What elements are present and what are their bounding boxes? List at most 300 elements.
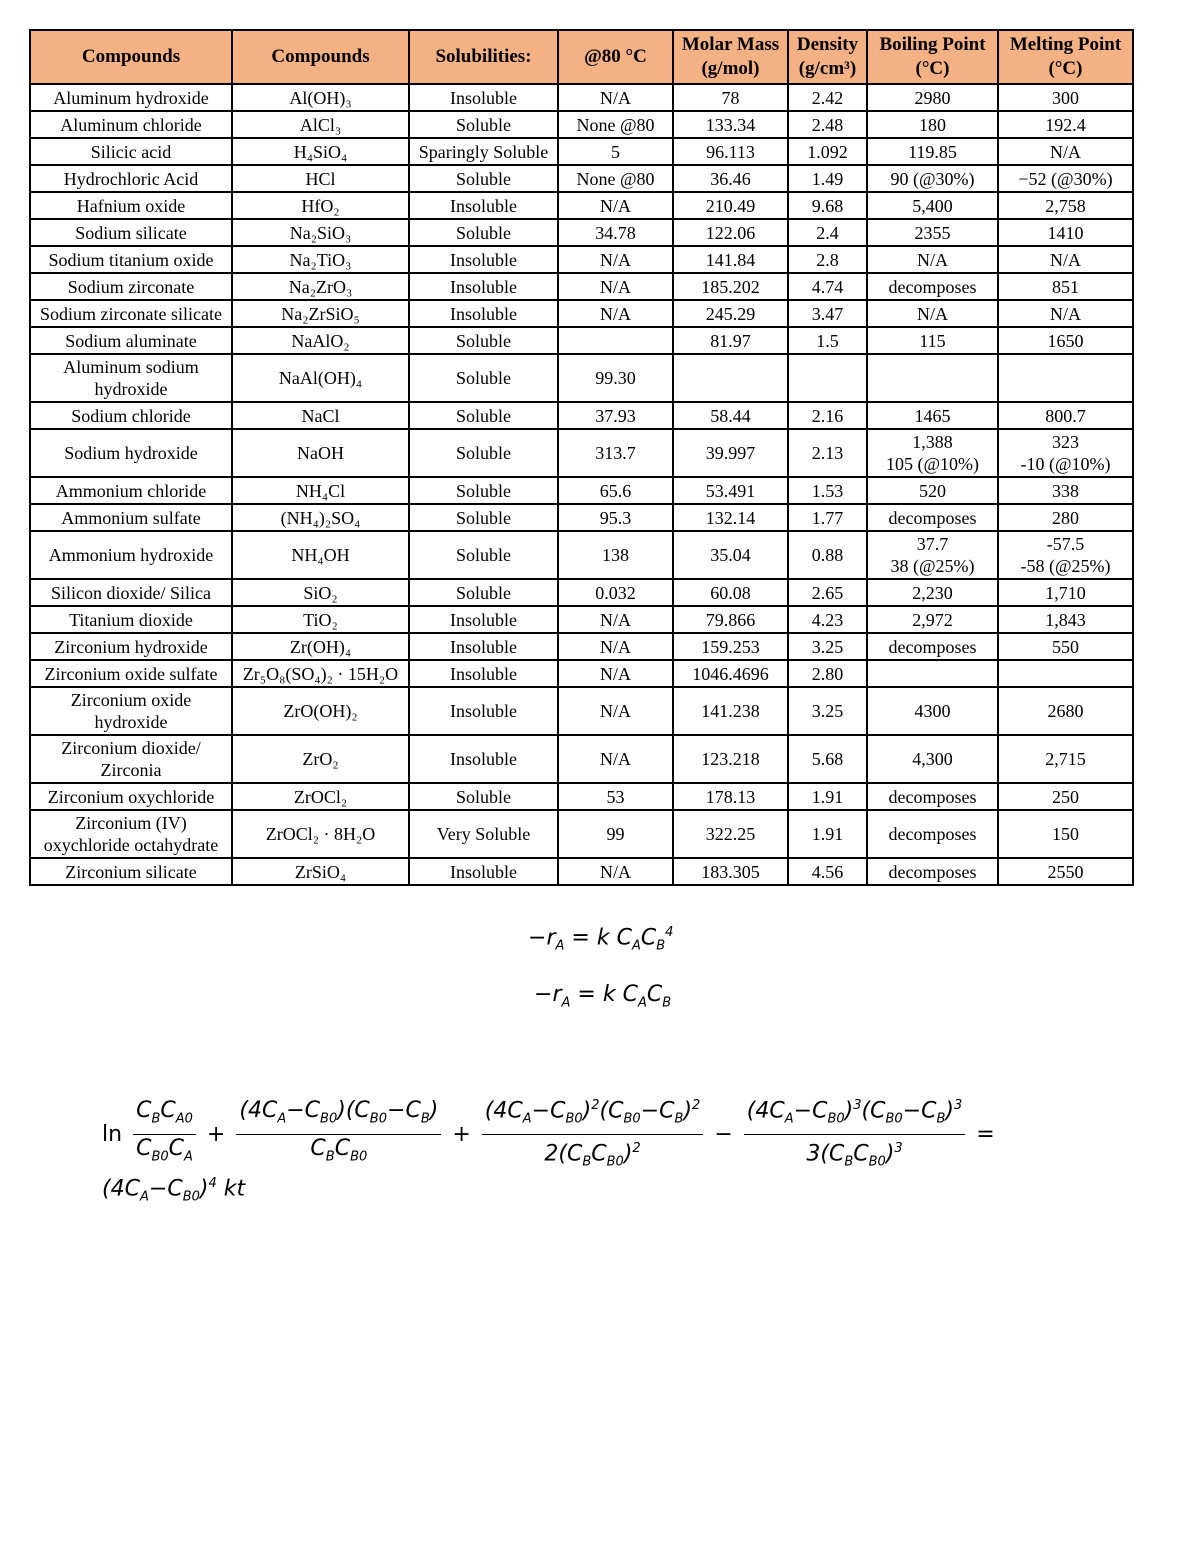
cell-text: 520 — [919, 480, 946, 501]
cell-text: 313.7 — [595, 443, 636, 463]
table-row — [30, 579, 1133, 606]
table-cell — [558, 165, 673, 192]
cell-text: 99 — [606, 824, 625, 844]
cell-text: Insoluble — [450, 663, 517, 684]
table-cell — [558, 327, 673, 354]
table-cell — [673, 633, 788, 660]
table-cell — [558, 531, 673, 579]
cell-text: 0.032 — [595, 582, 636, 603]
table-cell — [867, 165, 998, 192]
cell-text: H₄SiO₄ — [293, 141, 348, 162]
cell-text: 192.4 — [1045, 114, 1086, 135]
cell-text: -57.5 — [1046, 534, 1085, 554]
table-cell — [998, 429, 1133, 477]
table-cell — [673, 246, 788, 273]
cell-text: Sodium hydroxide — [64, 443, 198, 463]
cell-text: TiO₂ — [303, 609, 338, 630]
table-cell — [232, 192, 409, 219]
cell-text: Zr₅O₈(SO₄)₂ · 15H₂O — [242, 663, 399, 684]
table-cell — [409, 858, 558, 885]
cell-text: Soluble — [455, 443, 511, 463]
cell-text: hydroxide — [94, 712, 168, 732]
cell-text: Zirconium silicate — [65, 861, 197, 882]
table-cell — [232, 273, 409, 300]
cell-text: 0.88 — [811, 545, 844, 565]
table-cell — [788, 84, 867, 111]
cell-text: 322.25 — [705, 824, 756, 844]
table-cell — [232, 219, 409, 246]
cell-text: Zirconium hydroxide — [54, 636, 208, 657]
table-cell — [998, 246, 1133, 273]
cell-text: Insoluble — [450, 609, 517, 630]
cell-text: Zirconium oxide sulfate — [44, 663, 218, 684]
table-cell — [998, 300, 1133, 327]
table-cell — [409, 327, 558, 354]
table-cell — [232, 810, 409, 858]
table-cell — [998, 327, 1133, 354]
table-cell — [409, 354, 558, 402]
table-cell — [788, 165, 867, 192]
table-cell — [788, 402, 867, 429]
table-cell — [30, 735, 232, 783]
table-cell — [30, 246, 232, 273]
column-header — [788, 30, 867, 84]
column-header-text: Density — [796, 34, 859, 55]
table-cell — [673, 300, 788, 327]
cell-text: Soluble — [455, 786, 511, 807]
cell-text: Hafnium oxide — [76, 195, 186, 216]
cell-text: oxychloride octahydrate — [43, 835, 219, 855]
table-cell — [867, 531, 998, 579]
cell-text: Soluble — [455, 330, 511, 351]
table-cell — [558, 477, 673, 504]
table-cell — [30, 477, 232, 504]
table-cell — [788, 579, 867, 606]
cell-text: Silicic acid — [90, 141, 172, 162]
rate-law-equation-4th-order: $-r_A = k$ $C_AC_B^4$ — [528, 925, 674, 954]
cell-text: ZrSiO₄ — [294, 861, 347, 882]
table-cell — [409, 477, 558, 504]
rate-law-equation-1st-order: $-r_A = k$ $C_AC_B$ — [534, 982, 672, 1011]
table-cell — [30, 633, 232, 660]
column-header-text: (g/mol) — [701, 58, 760, 79]
cell-text: 1.91 — [811, 786, 844, 807]
table-cell — [232, 300, 409, 327]
table-row — [30, 354, 1133, 402]
table-cell — [867, 783, 998, 810]
table-cell — [867, 402, 998, 429]
table-row — [30, 531, 1133, 579]
table-cell — [998, 735, 1133, 783]
cell-text: 65.6 — [599, 480, 632, 501]
table-cell — [673, 579, 788, 606]
table-cell — [409, 219, 558, 246]
table-cell — [673, 660, 788, 687]
cell-text: Ammonium chloride — [55, 480, 207, 501]
column-header — [558, 30, 673, 84]
cell-text: Na₂ZrO₃ — [288, 276, 353, 297]
cell-text: -58 (@25%) — [1020, 556, 1111, 576]
cell-text: Hydrochloric Acid — [63, 168, 199, 189]
table-cell — [867, 606, 998, 633]
table-cell — [673, 138, 788, 165]
cell-text: N/A — [600, 276, 631, 297]
table-cell — [232, 858, 409, 885]
cell-text: Zirconium oxychloride — [47, 786, 215, 807]
table-cell — [232, 783, 409, 810]
table-cell — [673, 477, 788, 504]
table-row — [30, 504, 1133, 531]
table-cell — [867, 354, 998, 402]
compound-properties-table — [29, 29, 1134, 886]
table-cell — [673, 504, 788, 531]
cell-text: Soluble — [455, 168, 511, 189]
cell-text: Titanium dioxide — [69, 609, 193, 630]
cell-text: 159.253 — [701, 636, 760, 657]
cell-text: None @80 — [576, 114, 655, 135]
table-cell — [30, 810, 232, 858]
table-cell — [788, 735, 867, 783]
cell-text: N/A — [600, 636, 631, 657]
table-cell — [867, 300, 998, 327]
cell-text: 96.113 — [706, 141, 755, 162]
cell-text: 5.68 — [811, 749, 844, 769]
cell-text: N/A — [600, 87, 631, 108]
table-cell — [558, 192, 673, 219]
cell-text: N/A — [600, 861, 631, 882]
table-row — [30, 219, 1133, 246]
cell-text: N/A — [1050, 141, 1081, 162]
table-cell — [30, 783, 232, 810]
table-cell — [409, 246, 558, 273]
cell-text: N/A — [600, 701, 631, 721]
cell-text: Insoluble — [450, 701, 517, 721]
cell-text: 53.491 — [705, 480, 756, 501]
cell-text: AlCl₃ — [299, 114, 342, 135]
table-cell — [788, 606, 867, 633]
cell-text: 2355 — [914, 222, 951, 243]
table-cell — [232, 735, 409, 783]
cell-text: 58.44 — [710, 405, 751, 426]
integrated-rate-equation: ln $\frac{C_BC_{A0}}{C_{B0}C_A}$ + $\frac{(4C_A-C_{B0})(C_{B0}-C_B)}{C_BC_{B0}}$ + $\frac{(4C_A-C_{B0})^2(C_{B0}-C_B)^2}{2(C_BC_{B0})^2}$ − $\frac{(4C_A-C_{B0})^3(C_{B0}-C_B)^3}{3(C_BC_{B0})^3}$ = $(4C_A-C_{B0})^4$ kt — [100, 1092, 1140, 1172]
cell-text: 550 — [1052, 636, 1079, 657]
table-body — [30, 84, 1133, 885]
table-row — [30, 858, 1133, 885]
table-cell — [673, 402, 788, 429]
cell-text: Zirconium oxide — [70, 690, 192, 710]
cell-text: SiO₂ — [303, 582, 338, 603]
cell-text: NaCl — [301, 405, 340, 426]
table-row — [30, 402, 1133, 429]
cell-text: N/A — [600, 609, 631, 630]
cell-text: HCl — [305, 168, 336, 189]
table-cell — [673, 783, 788, 810]
cell-text: 37.7 — [916, 534, 949, 554]
table-cell — [867, 84, 998, 111]
cell-text: Zirconia — [100, 760, 162, 780]
table-cell — [673, 606, 788, 633]
table-cell — [788, 138, 867, 165]
cell-text: 1.49 — [811, 168, 844, 189]
cell-text: 122.06 — [705, 222, 756, 243]
cell-text: 4.74 — [811, 276, 844, 297]
table-row — [30, 165, 1133, 192]
cell-text: 1.092 — [807, 141, 848, 162]
table-row — [30, 633, 1133, 660]
table-cell — [998, 138, 1133, 165]
cell-text: 115 — [919, 330, 946, 351]
cell-text: Soluble — [455, 114, 511, 135]
cell-text: 35.04 — [710, 545, 751, 565]
table-cell — [788, 192, 867, 219]
cell-text: NH₄Cl — [295, 480, 346, 501]
table-cell — [232, 633, 409, 660]
cell-text: 2,758 — [1045, 195, 1086, 216]
cell-text: 4,300 — [912, 749, 953, 769]
cell-text: Na₂TiO₃ — [289, 249, 352, 270]
table-cell — [409, 687, 558, 735]
column-header-text: (°C) — [1048, 58, 1083, 79]
cell-text: Ammonium sulfate — [61, 507, 201, 528]
table-cell — [998, 783, 1133, 810]
cell-text: 178.13 — [705, 786, 756, 807]
cell-text: 5,400 — [912, 195, 953, 216]
table-cell — [409, 579, 558, 606]
cell-text: 2.48 — [811, 114, 844, 135]
table-cell — [673, 354, 788, 402]
cell-text: 1,843 — [1045, 609, 1086, 630]
table-cell — [998, 192, 1133, 219]
table-cell — [867, 858, 998, 885]
cell-text: 9.68 — [811, 195, 844, 216]
cell-text: Ammonium hydroxide — [48, 545, 214, 565]
table-row — [30, 477, 1133, 504]
cell-text: Insoluble — [450, 749, 517, 769]
table-cell — [673, 858, 788, 885]
cell-text: N/A — [1050, 303, 1081, 324]
cell-text: 81.97 — [710, 330, 751, 351]
cell-text: N/A — [600, 749, 631, 769]
table-cell — [30, 84, 232, 111]
cell-text: Na₂SiO₃ — [289, 222, 352, 243]
cell-text: 1.53 — [811, 480, 844, 501]
cell-text: HfO₂ — [301, 195, 340, 216]
table-cell — [558, 354, 673, 402]
cell-text: Zirconium (IV) — [75, 813, 187, 833]
table-cell — [409, 84, 558, 111]
table-cell — [673, 192, 788, 219]
table-cell — [998, 606, 1133, 633]
cell-text: 123.218 — [701, 749, 760, 769]
table-cell — [788, 246, 867, 273]
cell-text: 1465 — [914, 405, 951, 426]
cell-text: 2,972 — [912, 609, 953, 630]
cell-text: 2.8 — [816, 249, 839, 270]
table-cell — [673, 219, 788, 246]
table-cell — [558, 810, 673, 858]
table-cell — [558, 84, 673, 111]
column-header — [998, 30, 1133, 84]
table-row — [30, 783, 1133, 810]
cell-text: 851 — [1052, 276, 1079, 297]
table-cell — [558, 660, 673, 687]
cell-text: Na₂ZrSiO₅ — [281, 303, 360, 324]
cell-text: N/A — [917, 303, 948, 324]
cell-text: 34.78 — [595, 222, 636, 243]
table-cell — [673, 273, 788, 300]
cell-text: 5 — [611, 141, 620, 162]
table-cell — [232, 84, 409, 111]
table-cell — [409, 504, 558, 531]
table-cell — [867, 327, 998, 354]
table-cell — [30, 111, 232, 138]
cell-text: decomposes — [888, 786, 977, 807]
table-cell — [788, 504, 867, 531]
cell-text: Soluble — [455, 405, 511, 426]
cell-text: 300 — [1052, 87, 1079, 108]
cell-text: NH₄OH — [291, 545, 350, 565]
table-cell — [30, 192, 232, 219]
table-cell — [409, 606, 558, 633]
table-cell — [558, 273, 673, 300]
cell-text: ZrO(OH)₂ — [283, 701, 358, 721]
cell-text: 2.65 — [811, 582, 844, 603]
cell-text: NaAl(OH)₄ — [278, 368, 363, 388]
cell-text: N/A — [600, 195, 631, 216]
column-header — [232, 30, 409, 84]
table-cell — [30, 327, 232, 354]
table-cell — [558, 138, 673, 165]
table-cell — [998, 402, 1133, 429]
table-row — [30, 687, 1133, 735]
table-cell — [232, 246, 409, 273]
cell-text: NaOH — [297, 443, 344, 463]
column-header-text: (g/cm³) — [798, 58, 857, 79]
cell-text: 99.30 — [595, 368, 636, 388]
compound-properties-table-container — [29, 29, 1132, 886]
cell-text: Insoluble — [450, 861, 517, 882]
cell-text: 2680 — [1047, 701, 1084, 721]
cell-text: Sodium titanium oxide — [48, 249, 214, 270]
cell-text: 133.34 — [705, 114, 756, 135]
cell-text: -10 (@10%) — [1020, 454, 1111, 474]
table-cell — [558, 246, 673, 273]
column-header-text: Compounds — [271, 46, 370, 67]
cell-text: Soluble — [455, 480, 511, 501]
table-cell — [30, 354, 232, 402]
table-cell — [998, 504, 1133, 531]
table-cell — [867, 735, 998, 783]
cell-text: 90 (@30%) — [890, 168, 975, 189]
table-cell — [998, 858, 1133, 885]
cell-text: N/A — [600, 303, 631, 324]
cell-text: None @80 — [576, 168, 655, 189]
table-row — [30, 429, 1133, 477]
table-cell — [867, 504, 998, 531]
table-cell — [30, 660, 232, 687]
cell-text: Insoluble — [450, 195, 517, 216]
table-row — [30, 273, 1133, 300]
table-cell — [788, 300, 867, 327]
column-header — [30, 30, 232, 84]
cell-text: 2.80 — [811, 663, 844, 684]
table-cell — [30, 165, 232, 192]
cell-text: 39.997 — [705, 443, 756, 463]
cell-text: Very Soluble — [436, 824, 531, 844]
cell-text: Aluminum hydroxide — [53, 87, 209, 108]
table-cell — [558, 783, 673, 810]
cell-text: Sodium zirconate — [67, 276, 195, 297]
cell-text: 183.305 — [701, 861, 760, 882]
column-header — [673, 30, 788, 84]
cell-text: (NH₄)₂SO₄ — [280, 507, 361, 528]
table-cell — [998, 477, 1133, 504]
cell-text: N/A — [600, 663, 631, 684]
table-row — [30, 735, 1133, 783]
table-cell — [673, 327, 788, 354]
table-cell — [867, 273, 998, 300]
cell-text: 36.46 — [710, 168, 751, 189]
cell-text: 141.84 — [705, 249, 756, 270]
cell-text: Soluble — [455, 582, 511, 603]
table-cell — [788, 429, 867, 477]
table-cell — [409, 402, 558, 429]
table-cell — [558, 687, 673, 735]
cell-text: 4300 — [914, 701, 951, 721]
cell-text: Insoluble — [450, 303, 517, 324]
table-row — [30, 138, 1133, 165]
table-cell — [867, 477, 998, 504]
cell-text: 1.5 — [816, 330, 839, 351]
table-cell — [30, 300, 232, 327]
cell-text: 1046.4696 — [692, 663, 769, 684]
table-cell — [867, 633, 998, 660]
table-cell — [998, 633, 1133, 660]
table-cell — [232, 531, 409, 579]
table-cell — [409, 300, 558, 327]
table-cell — [673, 165, 788, 192]
cell-text: 2.16 — [811, 405, 844, 426]
cell-text: 119.85 — [908, 141, 957, 162]
table-cell — [673, 84, 788, 111]
table-cell — [558, 219, 673, 246]
table-cell — [673, 735, 788, 783]
table-cell — [409, 810, 558, 858]
cell-text: 2.13 — [811, 443, 844, 463]
table-cell — [232, 687, 409, 735]
cell-text: Soluble — [455, 368, 511, 388]
cell-text: 141.238 — [701, 701, 760, 721]
table-cell — [232, 402, 409, 429]
table-cell — [558, 606, 673, 633]
table-cell — [232, 477, 409, 504]
cell-text: N/A — [917, 249, 948, 270]
table-cell — [788, 858, 867, 885]
table-cell — [867, 660, 998, 687]
cell-text: 338 — [1052, 480, 1079, 501]
table-cell — [673, 429, 788, 477]
table-cell — [788, 219, 867, 246]
cell-text: Soluble — [455, 222, 511, 243]
table-cell — [558, 300, 673, 327]
table-cell — [998, 810, 1133, 858]
table-cell — [867, 810, 998, 858]
cell-text: Zirconium dioxide/ — [61, 738, 201, 758]
table-cell — [558, 504, 673, 531]
table-cell — [867, 192, 998, 219]
table-cell — [558, 111, 673, 138]
table-row — [30, 111, 1133, 138]
